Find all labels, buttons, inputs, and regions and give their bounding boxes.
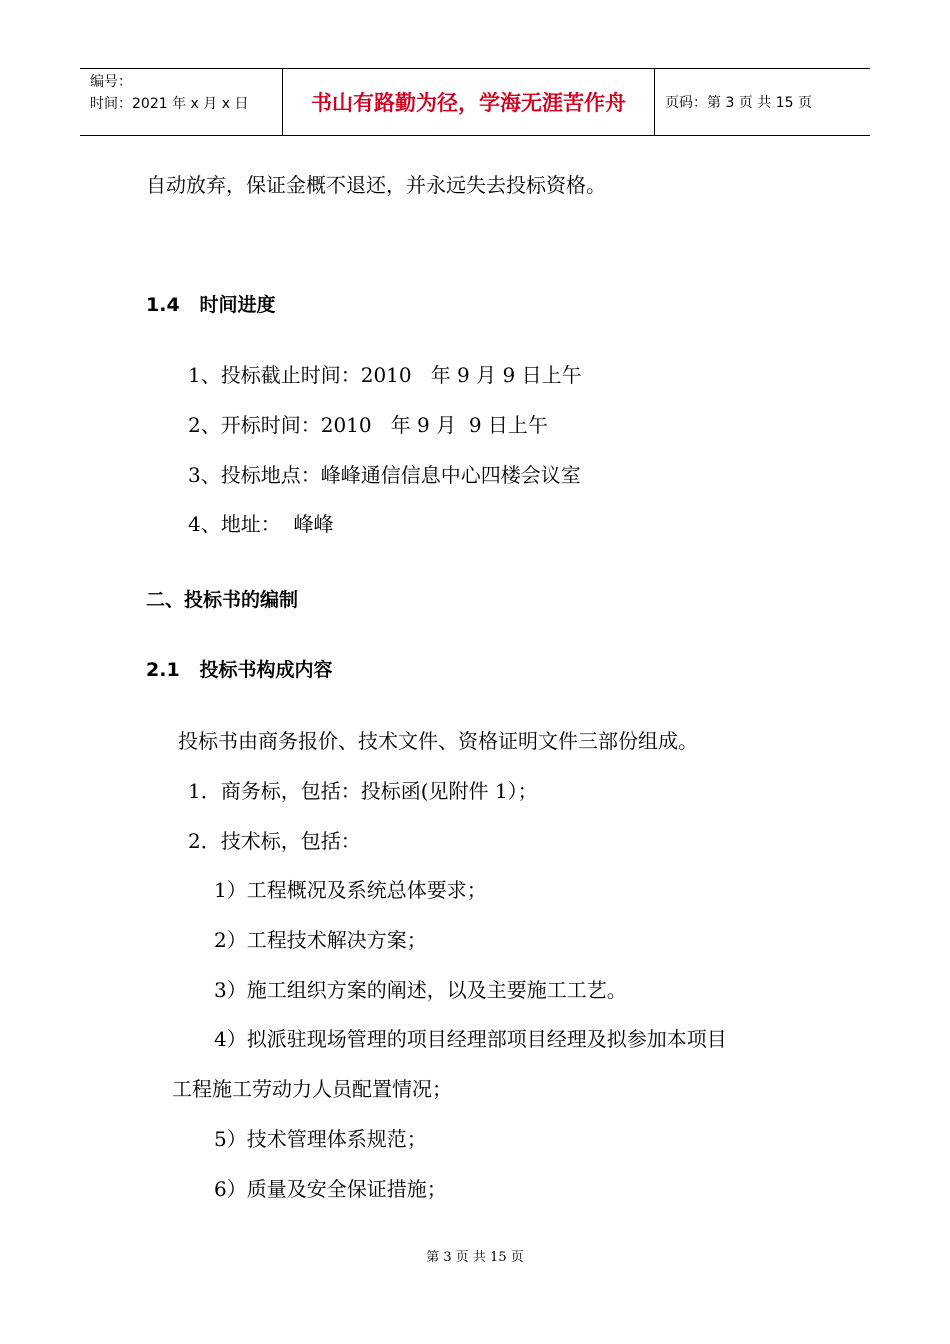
composition-intro: 投标书由商务报价、技术文件、资格证明文件三部份组成。: [178, 729, 698, 753]
page-footer: 第 3 页 共 15 页: [426, 1250, 524, 1265]
header-page-info: 页码：第 3 页 共 15 页: [665, 95, 812, 111]
section-heading-1-4: 1.4 时间进度: [146, 294, 276, 316]
page-header: [80, 68, 870, 136]
list-item-commercial: 1．商务标，包括：投标函(见附件 1）；: [188, 779, 538, 803]
section-heading-2: 二、投标书的编制: [146, 589, 299, 611]
sub-item-1: 1）工程概况及系统总体要求；: [214, 878, 487, 902]
sub-item-3: 3）施工组织方案的阐述，以及主要施工工艺。: [214, 978, 627, 1002]
header-meta: [80, 69, 282, 135]
section-heading-2-1: 2.1 投标书构成内容: [146, 659, 333, 681]
schedule-item-location: 3、投标地点：峰峰通信信息中心四楼会议室: [188, 463, 581, 487]
list-item-technical: 2．技术标，包括：: [188, 829, 361, 853]
document-date: 时间：2021 年 x 月 x 日: [90, 96, 249, 112]
schedule-item-deadline: 1、投标截止时间：2010 年 9 月 9 日上午: [188, 363, 582, 387]
schedule-item-address: 4、地址： 峰峰: [188, 512, 334, 536]
document-number-label: 编号：: [90, 74, 132, 90]
paragraph-continuation: 自动放弃，保证金概不退还，并永远失去投标资格。: [146, 173, 606, 197]
sub-item-6: 6）质量及安全保证措施；: [214, 1177, 447, 1201]
sub-item-4-continued: 工程施工劳动力人员配置情况；: [172, 1077, 452, 1101]
sub-item-5: 5）技术管理体系规范；: [214, 1127, 427, 1151]
schedule-item-opening: 2、开标时间：2010 年 9 月 9 日上午: [188, 413, 548, 437]
sub-item-4: 4）拟派驻现场管理的项目经理部项目经理及拟参加本项目: [214, 1027, 727, 1051]
header-motto: 书山有路勤为径，学海无涯苦作舟: [282, 69, 655, 135]
sub-item-2: 2）工程技术解决方案；: [214, 928, 427, 952]
